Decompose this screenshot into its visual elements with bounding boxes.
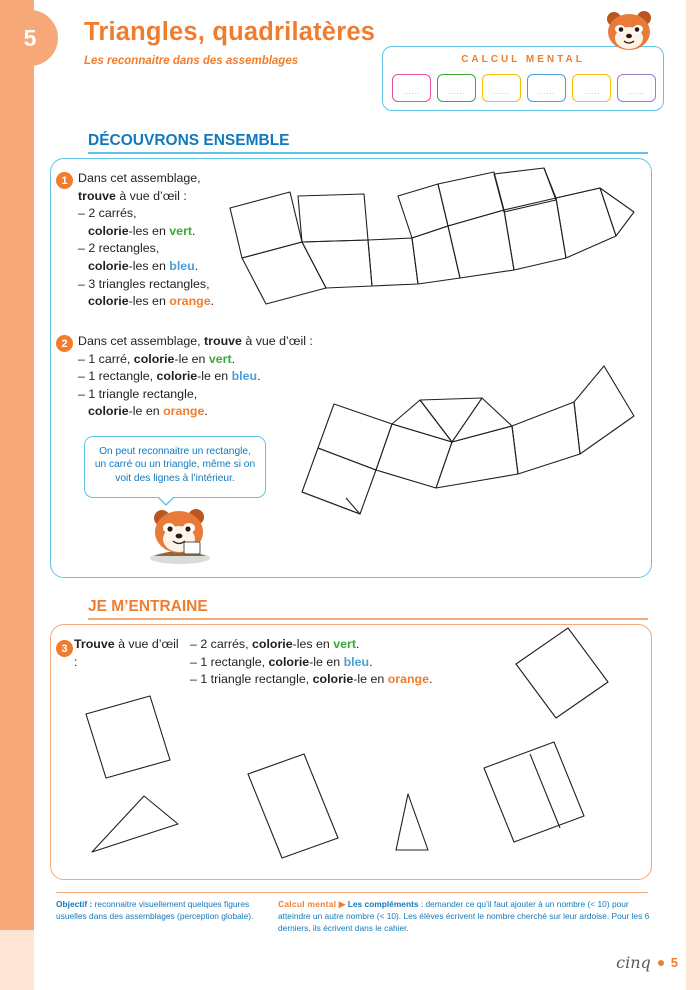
left-band-bottom-gap [0, 930, 34, 990]
cm-label: Calcul mental [278, 899, 337, 909]
ex2-item: – 1 carré, colorie-le en vert. [78, 351, 236, 366]
ex2-item-color: colorie-le en orange. [88, 404, 208, 419]
calcul-mental-cells [392, 74, 656, 102]
left-color-band [0, 0, 34, 990]
page-number-dot [658, 960, 664, 966]
answer-dots: ...... [628, 87, 645, 96]
ex1-item: – 2 carrés, [78, 206, 137, 221]
answer-cell[interactable] [572, 74, 611, 102]
answer-dots: ...... [538, 87, 555, 96]
ex3-intro: Trouve à vue d’œil : [74, 637, 179, 669]
footer-objective [56, 898, 264, 922]
ex1-item-color: colorie-les en bleu. [88, 259, 199, 274]
page-number-digit: 5 [670, 955, 678, 970]
answer-dots: ...... [403, 87, 420, 96]
ex1-item: – 3 triangles rectangles, [78, 276, 210, 291]
cm-text: : demander ce qu’il faut ajouter à un nombre (< 10) pour atteindre un autre nombre (< 10). Les élèves écrivent le nombre cherché sur leur ardoise. Pour les 6 derniers, ils écrivent dans le cahier. [278, 899, 650, 934]
exercise-number-3: 3 [56, 640, 73, 657]
panda-with-slate-icon [144, 502, 216, 564]
footer-divider [56, 892, 648, 893]
exercise-number-2: 2 [56, 335, 73, 352]
ex1-line1: Dans cet assemblage, [78, 171, 201, 185]
ex1-item: – 2 rectangles, [78, 241, 160, 256]
page-title: Triangles, quadrilatères [84, 18, 376, 46]
section-title-jementraine: JE M’ENTRAINE [88, 598, 208, 615]
cm-title: Les compléments [347, 899, 419, 909]
chapter-number-badge: 5 [2, 10, 58, 66]
figure-assemblage-2[interactable] [286, 358, 646, 518]
page-number-word: cinq [616, 953, 651, 972]
objective-label: Objectif : [56, 899, 93, 909]
ex2-item: – 1 triangle rectangle, [78, 386, 198, 401]
ex3-item: – 1 triangle rectangle, colorie-le en orange. [190, 672, 433, 687]
calcul-mental-label: CALCUL MENTAL [461, 54, 585, 65]
ex1-item-color: colorie-les en vert. [88, 223, 196, 238]
panda-mascot-icon [600, 5, 660, 53]
answer-cell[interactable] [527, 74, 566, 102]
ex3-item: – 1 rectangle, colorie-le en bleu. [190, 654, 373, 669]
answer-dots: ...... [583, 87, 600, 96]
answer-dots: ...... [448, 87, 465, 96]
section-title-decouvrons: DÉCOUVRONS ENSEMBLE [88, 132, 290, 149]
answer-cell[interactable] [437, 74, 476, 102]
tip-speech-bubble: On peut reconnaitre un rectangle, un carré ou un triangle, même si on voit des lignes à l’intérieur. [84, 436, 266, 498]
page-number [616, 953, 678, 972]
figure-shapes-collection[interactable] [60, 620, 646, 882]
arrow-icon: ▶ [338, 899, 346, 909]
section-rule-1 [88, 152, 648, 154]
objective-text: reconnaitre visuellement quelques figures usuelles dans des assemblages (perception globale). [56, 899, 254, 922]
answer-cell[interactable] [617, 74, 656, 102]
ex3-item: – 2 carrés, colorie-les en vert. [190, 637, 360, 651]
ex1-line2: trouve à vue d’œil : [78, 188, 187, 203]
answer-dots: ...... [493, 87, 510, 96]
ex2-intro: Dans cet assemblage, trouve à vue d’œil : [78, 334, 313, 348]
calcul-mental-box [382, 46, 664, 111]
exercise-number-1: 1 [56, 172, 73, 189]
answer-cell[interactable] [392, 74, 431, 102]
ex2-item: – 1 rectangle, colorie-le en bleu. [78, 369, 261, 384]
page-subtitle: Les reconnaitre dans des assemblages [84, 55, 299, 67]
ex1-item-color: colorie-les en orange. [88, 294, 215, 309]
figure-assemblage-1[interactable] [222, 166, 642, 316]
answer-cell[interactable] [482, 74, 521, 102]
exercise-1-instructions [78, 170, 228, 311]
footer-calcul-mental [278, 898, 656, 935]
